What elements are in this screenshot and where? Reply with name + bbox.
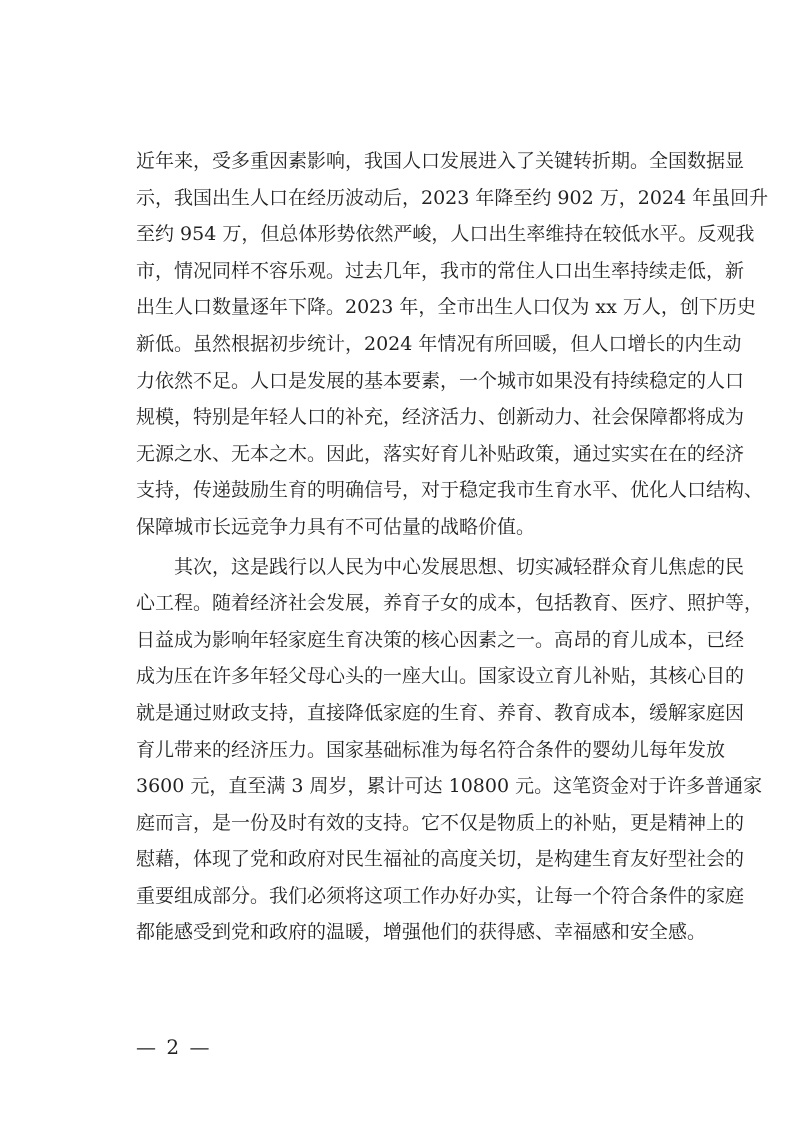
text-line: 出生人口数量逐年下降。2023 年，全市出生人口仅为 xx 万人，创下历史: [136, 296, 756, 319]
page-number: — 2 —: [136, 1035, 212, 1059]
text-line: 就是通过财政支持，直接降低家庭的生育、养育、教育成本，缓解家庭因: [136, 701, 745, 724]
text-line: 成为压在许多年轻父母心头的一座大山。国家设立育儿补贴，其核心目的: [136, 665, 745, 688]
text-line: 示，我国出生人口在经历波动后，2023 年降至约 902 万，2024 年虽回升: [136, 186, 769, 209]
body-text: [136, 143, 769, 951]
text-line: 重要组成部分。我们必须将这项工作办好办实，让每一个符合条件的家庭: [136, 884, 745, 907]
text-line: 庭而言，是一份及时有效的支持。它不仅是物质上的补贴，更是精神上的: [136, 811, 745, 834]
text-line: 育儿带来的经济压力。国家基础标准为每名符合条件的婴幼儿每年发放: [136, 738, 726, 761]
text-line: 新低。虽然根据初步统计，2024 年情况有所回暖，但人口增长的内生动: [136, 332, 742, 355]
text-line: 近年来，受多重因素影响，我国人口发展进入了关键转折期。全国数据显: [136, 150, 745, 172]
text-line: 无源之水、无本之木。因此，落实好育儿补贴政策，通过实实在在的经济: [136, 442, 745, 465]
text-line: 规模，特别是年轻人口的补充，经济活力、创新动力、社会保障都将成为: [136, 406, 745, 429]
text-line: 支持，传递鼓励生育的明确信号，对于稳定我市生育水平、优化人口结构、: [136, 479, 764, 502]
text-line: 都能感受到党和政府的温暖，增强他们的获得感、幸福感和安全感。: [136, 921, 707, 944]
paragraph-1: [136, 143, 769, 546]
text-line: 市，情况同样不容乐观。过去几年，我市的常住人口出生率持续走低，新: [136, 259, 745, 282]
text-line: 至约 954 万，但总体形势依然严峻，人口出生率维持在较低水平。反观我: [136, 223, 755, 246]
text-line: 心工程。随着经济社会发展，养育子女的成本，包括教育、医疗、照护等，: [136, 592, 764, 615]
paragraph-2: [136, 549, 764, 952]
text-line: 日益成为影响年轻家庭生育决策的核心因素之一。高昂的育儿成本，已经: [136, 628, 745, 651]
text-line: 其次，这是践行以人民为中心发展思想、切实减轻群众育儿焦虑的民: [174, 555, 745, 578]
text-line: 3600 元，直至满 3 周岁，累计可达 10800 元。这笔资金对于许多普通家: [136, 775, 763, 798]
text-line: 力依然不足。人口是发展的基本要素，一个城市如果没有持续稳定的人口: [136, 369, 745, 392]
text-line: 保障城市长远竞争力具有不可估量的战略价值。: [136, 515, 536, 538]
text-line: 慰藉，体现了党和政府对民生福祉的高度关切，是构建生育友好型社会的: [136, 848, 745, 871]
